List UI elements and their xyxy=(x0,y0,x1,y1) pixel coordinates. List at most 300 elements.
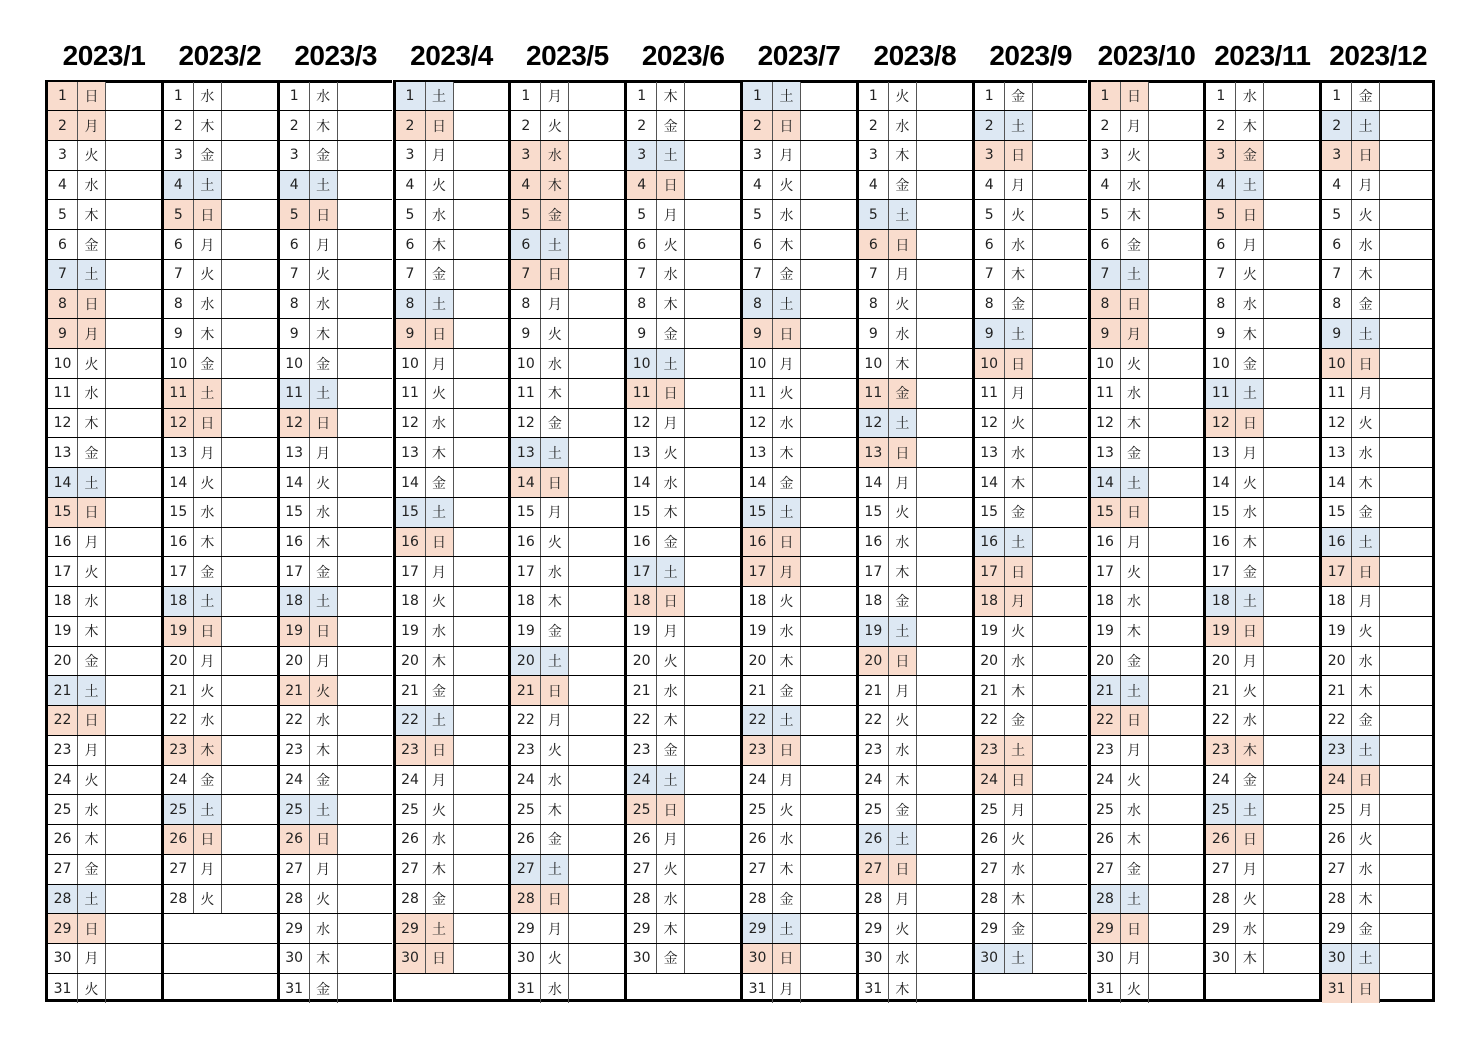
memo-cell xyxy=(801,795,856,824)
memo-cell xyxy=(222,438,277,467)
memo-cell xyxy=(801,617,856,646)
day-number: 15 xyxy=(743,498,773,527)
weekday-label: 土 xyxy=(541,438,569,467)
day-row xyxy=(280,914,393,944)
day-number: 21 xyxy=(1322,676,1352,705)
memo-cell xyxy=(1033,230,1088,259)
weekday-label: 土 xyxy=(1005,528,1033,557)
memo-cell xyxy=(1149,736,1204,765)
memo-cell xyxy=(685,82,740,111)
day-number: 13 xyxy=(280,438,310,467)
day-number: 24 xyxy=(627,766,657,795)
day-number: 26 xyxy=(1091,825,1121,854)
weekday-label: 日 xyxy=(1352,349,1380,378)
day-row xyxy=(1206,587,1319,617)
day-row xyxy=(1322,82,1432,112)
memo-cell xyxy=(222,82,277,111)
weekday-label: 水 xyxy=(194,290,222,319)
day-row xyxy=(396,914,509,944)
memo-cell xyxy=(222,319,277,348)
day-row xyxy=(1091,230,1204,260)
day-number: 20 xyxy=(975,647,1005,676)
day-row xyxy=(396,409,509,439)
day-row xyxy=(975,855,1088,885)
day-number: 21 xyxy=(975,676,1005,705)
day-number: 31 xyxy=(859,974,889,1004)
day-number: 10 xyxy=(627,349,657,378)
memo-cell xyxy=(454,855,509,884)
weekday-label: 水 xyxy=(541,141,569,170)
day-row xyxy=(396,766,509,796)
memo-cell xyxy=(222,676,277,705)
memo-cell xyxy=(222,885,277,914)
day-row xyxy=(975,379,1088,409)
day-number: 30 xyxy=(859,944,889,973)
day-number: 30 xyxy=(1322,944,1352,973)
day-row xyxy=(975,676,1088,706)
day-number: 12 xyxy=(1091,409,1121,438)
weekday-label: 木 xyxy=(194,528,222,557)
weekday-label: 火 xyxy=(541,319,569,348)
weekday-label: 水 xyxy=(773,617,801,646)
memo-cell xyxy=(801,944,856,973)
day-number: 31 xyxy=(1322,974,1352,1004)
memo-cell xyxy=(1264,736,1319,765)
day-number: 30 xyxy=(627,944,657,973)
weekday-label: 木 xyxy=(541,795,569,824)
day-number: 7 xyxy=(511,260,541,289)
day-number: 18 xyxy=(743,587,773,616)
memo-cell xyxy=(1149,438,1204,467)
day-row xyxy=(164,736,277,766)
day-row xyxy=(164,498,277,528)
day-row xyxy=(743,171,856,201)
day-row xyxy=(48,885,161,915)
day-number: 10 xyxy=(859,349,889,378)
day-number: 4 xyxy=(743,171,773,200)
weekday-label: 金 xyxy=(426,676,454,705)
day-number: 13 xyxy=(511,438,541,467)
weekday-label: 日 xyxy=(1236,409,1264,438)
day-row xyxy=(627,855,740,885)
day-number: 4 xyxy=(1322,171,1352,200)
memo-cell xyxy=(454,587,509,616)
day-row xyxy=(511,944,624,974)
memo-cell xyxy=(569,885,624,914)
weekday-label: 木 xyxy=(889,349,917,378)
day-number: 19 xyxy=(164,617,194,646)
weekday-label: 水 xyxy=(1236,914,1264,943)
day-row xyxy=(1206,260,1319,290)
day-number: 19 xyxy=(1322,617,1352,646)
memo-cell xyxy=(454,82,509,111)
memo-cell xyxy=(106,944,161,973)
day-row xyxy=(1322,736,1432,766)
day-row xyxy=(511,171,624,201)
day-row xyxy=(1322,171,1432,201)
memo-cell xyxy=(106,319,161,348)
memo-cell xyxy=(106,557,161,586)
memo-cell xyxy=(106,914,161,943)
weekday-label: 月 xyxy=(541,706,569,735)
day-number: 24 xyxy=(1206,766,1236,795)
month-grid xyxy=(1088,80,1204,1002)
memo-cell xyxy=(1380,498,1432,527)
weekday-label: 木 xyxy=(1121,617,1149,646)
day-number: 7 xyxy=(975,260,1005,289)
weekday-label: 月 xyxy=(657,409,685,438)
day-row xyxy=(1322,111,1432,141)
memo-cell xyxy=(1380,825,1432,854)
day-row xyxy=(627,617,740,647)
memo-cell xyxy=(685,141,740,170)
day-number: 22 xyxy=(743,706,773,735)
day-row xyxy=(859,617,972,647)
day-number: 1 xyxy=(1322,82,1352,111)
memo-cell xyxy=(338,171,393,200)
weekday-label: 水 xyxy=(78,171,106,200)
day-number xyxy=(396,974,426,1004)
day-number: 5 xyxy=(164,200,194,229)
weekday-label: 水 xyxy=(773,825,801,854)
memo-cell xyxy=(569,319,624,348)
day-number: 15 xyxy=(627,498,657,527)
day-row xyxy=(396,676,509,706)
memo-cell xyxy=(801,290,856,319)
month-column xyxy=(1319,0,1435,1002)
weekday-label: 木 xyxy=(1121,409,1149,438)
memo-cell xyxy=(917,914,972,943)
day-number: 31 xyxy=(1091,974,1121,1004)
memo-cell xyxy=(1264,171,1319,200)
weekday-label: 火 xyxy=(78,974,106,1004)
day-row xyxy=(627,260,740,290)
memo-cell xyxy=(454,736,509,765)
day-number: 28 xyxy=(396,885,426,914)
day-number: 3 xyxy=(1091,141,1121,170)
weekday-label: 金 xyxy=(1352,706,1380,735)
memo-cell xyxy=(1380,855,1432,884)
day-number: 4 xyxy=(164,171,194,200)
weekday-label: 土 xyxy=(194,587,222,616)
weekday-label: 月 xyxy=(194,438,222,467)
memo-cell xyxy=(106,200,161,229)
weekday-label: 月 xyxy=(889,260,917,289)
memo-cell xyxy=(454,795,509,824)
day-row xyxy=(511,885,624,915)
weekday-label: 日 xyxy=(541,885,569,914)
day-number: 6 xyxy=(859,230,889,259)
weekday-label: 日 xyxy=(78,706,106,735)
weekday-label: 木 xyxy=(1005,260,1033,289)
day-row xyxy=(975,914,1088,944)
weekday-label: 土 xyxy=(773,82,801,111)
memo-cell xyxy=(917,647,972,676)
memo-cell xyxy=(685,349,740,378)
memo-cell xyxy=(338,141,393,170)
day-row xyxy=(280,438,393,468)
day-number: 28 xyxy=(859,885,889,914)
memo-cell xyxy=(1033,409,1088,438)
day-row xyxy=(511,111,624,141)
memo-cell xyxy=(338,617,393,646)
day-number: 14 xyxy=(1091,468,1121,497)
day-number: 9 xyxy=(627,319,657,348)
memo-cell xyxy=(1264,676,1319,705)
day-row xyxy=(627,111,740,141)
day-number: 30 xyxy=(280,944,310,973)
memo-cell xyxy=(222,290,277,319)
memo-cell xyxy=(338,944,393,973)
memo-cell xyxy=(1264,141,1319,170)
day-row xyxy=(627,200,740,230)
day-number: 24 xyxy=(511,766,541,795)
day-row xyxy=(164,438,277,468)
memo-cell xyxy=(917,319,972,348)
weekday-label: 水 xyxy=(657,885,685,914)
day-row xyxy=(511,706,624,736)
day-number: 17 xyxy=(48,557,78,586)
day-number: 24 xyxy=(1322,766,1352,795)
weekday-label: 水 xyxy=(889,736,917,765)
memo-cell xyxy=(1149,260,1204,289)
weekday-label: 金 xyxy=(1121,438,1149,467)
weekday-label: 木 xyxy=(310,111,338,140)
day-row xyxy=(396,230,509,260)
memo-cell xyxy=(222,587,277,616)
weekday-label: 土 xyxy=(541,230,569,259)
memo-cell xyxy=(338,974,393,1004)
day-row xyxy=(511,825,624,855)
weekday-label: 日 xyxy=(541,676,569,705)
memo-cell xyxy=(801,349,856,378)
memo-cell xyxy=(569,647,624,676)
day-row xyxy=(164,111,277,141)
memo-cell xyxy=(1149,468,1204,497)
day-number: 10 xyxy=(1322,349,1352,378)
day-row xyxy=(859,557,972,587)
memo-cell xyxy=(1380,795,1432,824)
day-row xyxy=(1322,825,1432,855)
day-row xyxy=(1206,409,1319,439)
day-number: 13 xyxy=(164,438,194,467)
day-row xyxy=(859,528,972,558)
weekday-label: 水 xyxy=(1005,230,1033,259)
day-row xyxy=(1206,706,1319,736)
day-number: 16 xyxy=(511,528,541,557)
memo-cell xyxy=(1033,349,1088,378)
day-number: 24 xyxy=(1091,766,1121,795)
day-row xyxy=(1091,438,1204,468)
weekday-label: 木 xyxy=(889,974,917,1004)
memo-cell xyxy=(917,974,972,1004)
memo-cell xyxy=(1149,141,1204,170)
day-number: 28 xyxy=(1091,885,1121,914)
memo-cell xyxy=(106,528,161,557)
weekday-label: 火 xyxy=(194,885,222,914)
day-number: 24 xyxy=(280,766,310,795)
weekday-label: 金 xyxy=(657,944,685,973)
day-number: 17 xyxy=(859,557,889,586)
weekday-label: 水 xyxy=(541,557,569,586)
day-row xyxy=(1091,290,1204,320)
weekday-label: 水 xyxy=(78,379,106,408)
day-row xyxy=(859,141,972,171)
memo-cell xyxy=(1264,914,1319,943)
memo-cell xyxy=(454,290,509,319)
weekday-label: 火 xyxy=(426,587,454,616)
weekday-label: 土 xyxy=(1352,528,1380,557)
day-number: 17 xyxy=(511,557,541,586)
day-number: 14 xyxy=(396,468,426,497)
memo-cell xyxy=(1033,885,1088,914)
memo-cell xyxy=(222,706,277,735)
memo-cell xyxy=(801,736,856,765)
day-row xyxy=(164,825,277,855)
day-number: 15 xyxy=(280,498,310,527)
month-column xyxy=(624,0,740,1002)
memo-cell xyxy=(1149,230,1204,259)
day-row xyxy=(511,647,624,677)
day-number: 29 xyxy=(743,914,773,943)
day-row xyxy=(1322,200,1432,230)
day-row xyxy=(859,82,972,112)
memo-cell xyxy=(338,468,393,497)
weekday-label: 月 xyxy=(194,855,222,884)
memo-cell xyxy=(1033,706,1088,735)
day-number: 20 xyxy=(396,647,426,676)
day-row xyxy=(396,349,509,379)
day-number: 28 xyxy=(1322,885,1352,914)
day-number: 23 xyxy=(164,736,194,765)
weekday-label: 土 xyxy=(1352,111,1380,140)
weekday-label: 土 xyxy=(1005,319,1033,348)
weekday-label: 土 xyxy=(1236,795,1264,824)
memo-cell xyxy=(685,706,740,735)
memo-cell xyxy=(685,736,740,765)
memo-cell xyxy=(1033,379,1088,408)
weekday-label: 木 xyxy=(773,647,801,676)
memo-cell xyxy=(1380,528,1432,557)
day-number: 8 xyxy=(280,290,310,319)
weekday-label: 日 xyxy=(773,944,801,973)
weekday-label: 木 xyxy=(78,617,106,646)
weekday-label: 月 xyxy=(1236,855,1264,884)
day-number: 22 xyxy=(859,706,889,735)
day-row xyxy=(743,260,856,290)
memo-cell xyxy=(1033,468,1088,497)
weekday-label: 水 xyxy=(1236,82,1264,111)
weekday-label: 木 xyxy=(194,111,222,140)
day-row xyxy=(743,319,856,349)
day-number: 4 xyxy=(280,171,310,200)
day-row xyxy=(1206,944,1319,974)
day-row xyxy=(743,200,856,230)
day-row xyxy=(48,290,161,320)
weekday-label: 日 xyxy=(657,171,685,200)
weekday-label: 金 xyxy=(1005,290,1033,319)
day-number: 25 xyxy=(1322,795,1352,824)
memo-cell xyxy=(338,230,393,259)
day-row xyxy=(859,290,972,320)
day-row xyxy=(280,290,393,320)
weekday-label: 金 xyxy=(78,855,106,884)
memo-cell xyxy=(454,914,509,943)
day-number: 27 xyxy=(975,855,1005,884)
memo-cell xyxy=(1149,171,1204,200)
weekday-label: 土 xyxy=(1121,885,1149,914)
weekday-label: 月 xyxy=(889,468,917,497)
weekday-label: 日 xyxy=(773,319,801,348)
day-row xyxy=(396,647,509,677)
day-row xyxy=(511,468,624,498)
memo-cell xyxy=(222,349,277,378)
day-row xyxy=(280,111,393,141)
day-row xyxy=(48,528,161,558)
day-number: 26 xyxy=(1322,825,1352,854)
day-row xyxy=(48,141,161,171)
day-number: 26 xyxy=(164,825,194,854)
memo-cell xyxy=(1033,557,1088,586)
day-number: 26 xyxy=(396,825,426,854)
memo-cell xyxy=(1033,438,1088,467)
memo-cell xyxy=(1149,855,1204,884)
day-row xyxy=(48,617,161,647)
memo-cell xyxy=(569,468,624,497)
weekday-label: 金 xyxy=(657,528,685,557)
day-row xyxy=(1206,82,1319,112)
weekday-label: 日 xyxy=(541,260,569,289)
weekday-label: 火 xyxy=(657,438,685,467)
weekday-label: 月 xyxy=(541,82,569,111)
day-row xyxy=(627,795,740,825)
memo-cell xyxy=(1380,379,1432,408)
day-row xyxy=(743,557,856,587)
day-number: 2 xyxy=(48,111,78,140)
day-number: 8 xyxy=(1091,290,1121,319)
day-number: 20 xyxy=(627,647,657,676)
day-row xyxy=(164,617,277,647)
memo-cell xyxy=(338,736,393,765)
weekday-label: 火 xyxy=(1352,617,1380,646)
memo-cell xyxy=(1380,290,1432,319)
day-row xyxy=(280,944,393,974)
weekday-label: 月 xyxy=(194,647,222,676)
memo-cell xyxy=(1264,409,1319,438)
memo-cell xyxy=(801,171,856,200)
month-grid xyxy=(508,80,624,1002)
day-number: 8 xyxy=(48,290,78,319)
memo-cell xyxy=(1033,647,1088,676)
day-number xyxy=(164,944,194,973)
memo-cell xyxy=(569,855,624,884)
day-number: 1 xyxy=(511,82,541,111)
day-number: 23 xyxy=(511,736,541,765)
day-number: 19 xyxy=(627,617,657,646)
memo-cell xyxy=(222,944,277,973)
day-number: 31 xyxy=(511,974,541,1004)
day-row xyxy=(511,379,624,409)
day-row xyxy=(1091,200,1204,230)
weekday-label: 木 xyxy=(773,855,801,884)
day-row xyxy=(743,676,856,706)
day-row xyxy=(1091,885,1204,915)
weekday-label: 火 xyxy=(1121,557,1149,586)
day-row xyxy=(1322,230,1432,260)
weekday-label: 月 xyxy=(1005,171,1033,200)
day-row xyxy=(627,885,740,915)
day-number: 5 xyxy=(627,200,657,229)
